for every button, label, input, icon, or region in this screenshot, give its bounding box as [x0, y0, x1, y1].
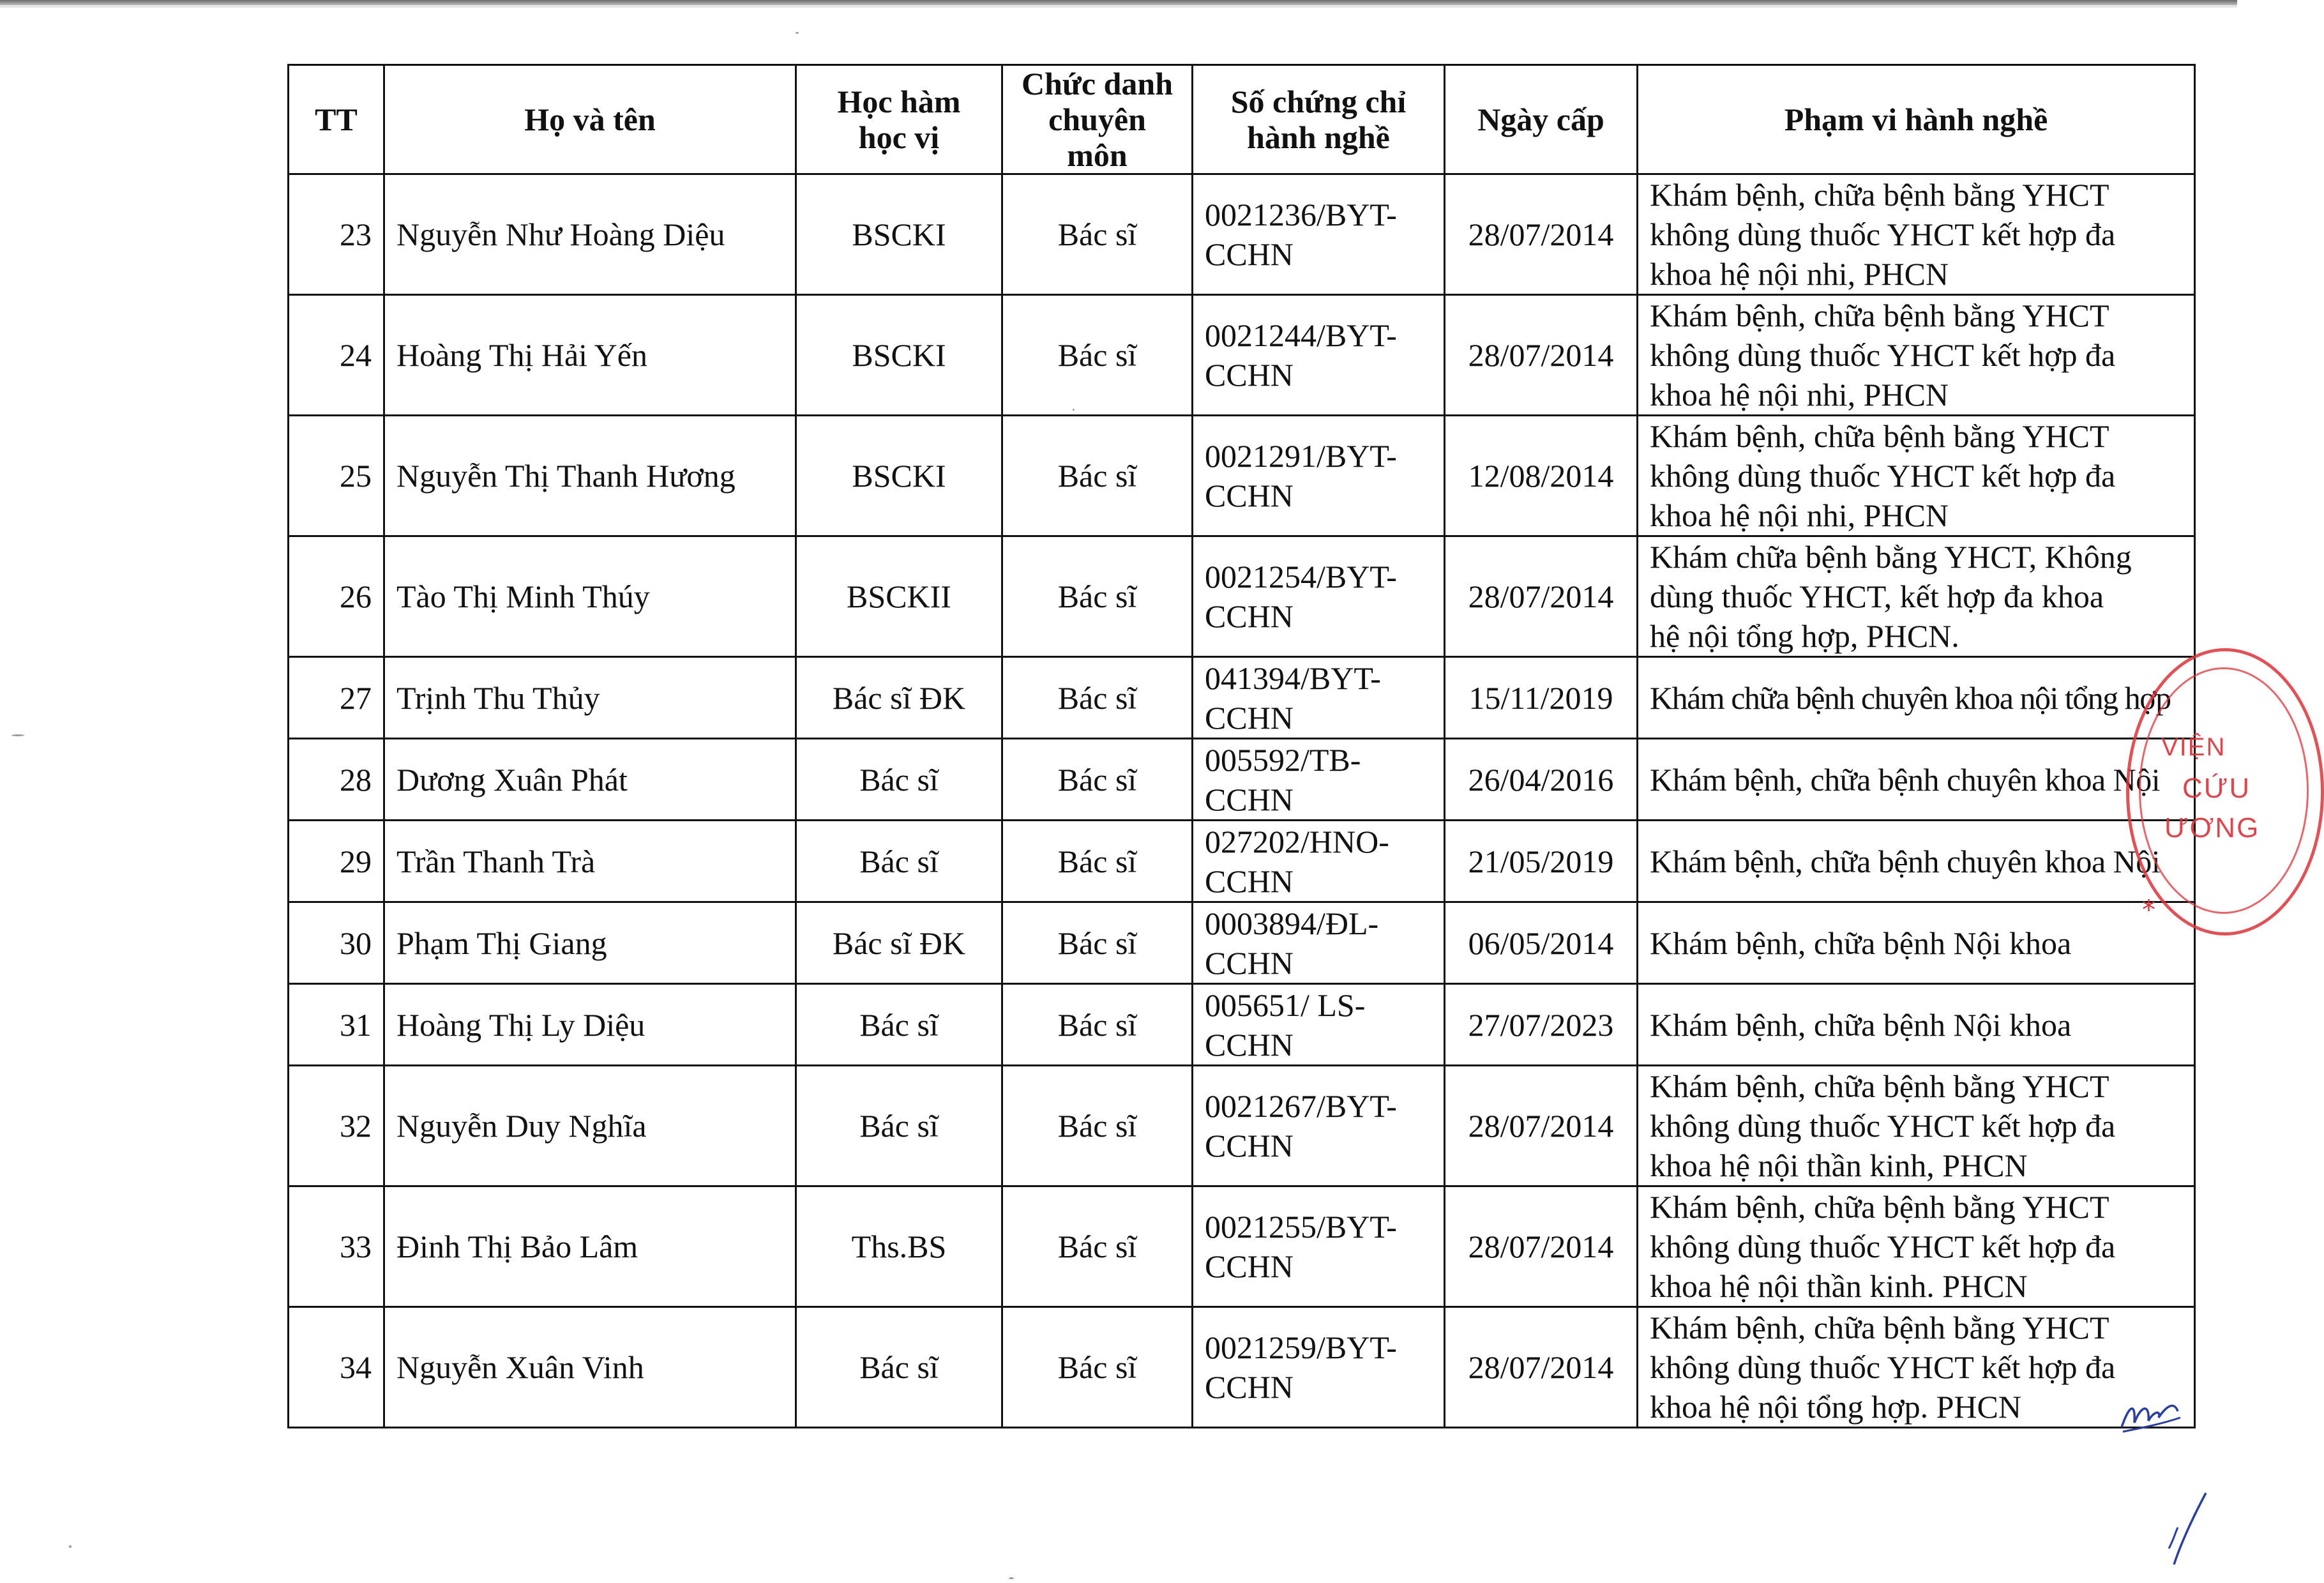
- cell-name: Trịnh Thu Thủy: [384, 657, 796, 739]
- cell-name: Tào Thị Minh Thúy: [384, 536, 796, 657]
- cell-scope: Khám bệnh, chữa bệnh bằng YHCT không dùng thuốc YHCT kết hợp đa khoa hệ nội thần kinh, PHCN: [1638, 1066, 2195, 1186]
- cell-tt: 25: [289, 416, 384, 536]
- cell-tt: 23: [289, 174, 384, 295]
- stamp-star-icon: *: [2142, 894, 2155, 925]
- cell-tt: 28: [289, 739, 384, 821]
- table-row: [289, 984, 2195, 1066]
- scan-top-edge-shadow: [0, 5, 2237, 8]
- cell-tt: 26: [289, 536, 384, 657]
- cell-cert: 0021236/BYT- CCHN: [1193, 174, 1445, 295]
- cell-degree: Ths.BS: [796, 1186, 1002, 1307]
- cell-degree: BSCKI: [796, 295, 1002, 416]
- cell-cert: 0021267/BYT- CCHN: [1193, 1066, 1445, 1186]
- stamp-text-line2: CỨU: [2182, 773, 2251, 804]
- cell-scope: Khám chữa bệnh chuyên khoa nội tổng hợp: [1638, 657, 2195, 739]
- cell-title: Bác sĩ: [1002, 416, 1193, 536]
- cell-title: Bác sĩ: [1002, 902, 1193, 984]
- cell-date: 28/07/2014: [1445, 174, 1638, 295]
- cell-scope: Khám chữa bệnh bằng YHCT, Không dùng thuốc YHCT, kết hợp đa khoa hệ nội tổng hợp, PHCN.: [1638, 536, 2195, 657]
- cell-date: 27/07/2023: [1445, 984, 1638, 1066]
- cell-date: 28/07/2014: [1445, 1066, 1638, 1186]
- cell-scope: Khám bệnh, chữa bệnh chuyên khoa Nội: [1638, 739, 2195, 821]
- cell-degree: Bác sĩ: [796, 821, 1002, 902]
- table-row: [289, 657, 2195, 739]
- table-row: [289, 416, 2195, 536]
- cell-tt: 27: [289, 657, 384, 739]
- cell-date: 15/11/2019: [1445, 657, 1638, 739]
- table-row: [289, 1186, 2195, 1307]
- cell-name: Dương Xuân Phát: [384, 739, 796, 821]
- cell-cert: 0021259/BYT- CCHN: [1193, 1307, 1445, 1428]
- cell-date: 26/04/2016: [1445, 739, 1638, 821]
- table-row: [289, 1066, 2195, 1186]
- cell-date: 12/08/2014: [1445, 416, 1638, 536]
- pen-stroke-icon: [2161, 1488, 2212, 1571]
- cell-scope: Khám bệnh, chữa bệnh bằng YHCT không dùng thuốc YHCT kết hợp đa khoa hệ nội nhi, PHCN: [1638, 174, 2195, 295]
- handwritten-initials-icon: [2116, 1392, 2187, 1437]
- cell-title: Bác sĩ: [1002, 174, 1193, 295]
- cell-name: Nguyễn Duy Nghĩa: [384, 1066, 796, 1186]
- cell-scope: Khám bệnh, chữa bệnh Nội khoa: [1638, 984, 2195, 1066]
- scan-top-edge: [0, 0, 2237, 5]
- header-name: Họ và tên: [384, 65, 796, 174]
- cell-name: Nguyễn Xuân Vinh: [384, 1307, 796, 1428]
- cell-tt: 29: [289, 821, 384, 902]
- cell-name: Hoàng Thị Hải Yến: [384, 295, 796, 416]
- cell-name: Phạm Thị Giang: [384, 902, 796, 984]
- scan-speck: [1073, 409, 1075, 411]
- cell-date: 06/05/2014: [1445, 902, 1638, 984]
- cell-degree: BSCKI: [796, 416, 1002, 536]
- cell-date: 28/07/2014: [1445, 536, 1638, 657]
- stamp-text-line1: VIỆN: [2161, 733, 2226, 761]
- cell-title: Bác sĩ: [1002, 536, 1193, 657]
- cell-tt: 32: [289, 1066, 384, 1186]
- cell-name: Đinh Thị Bảo Lâm: [384, 1186, 796, 1307]
- table-row: [289, 821, 2195, 902]
- table-row: [289, 1307, 2195, 1428]
- cell-title: Bác sĩ: [1002, 821, 1193, 902]
- cell-tt: 24: [289, 295, 384, 416]
- cell-tt: 31: [289, 984, 384, 1066]
- cell-cert: 0021254/BYT- CCHN: [1193, 536, 1445, 657]
- table-row: [289, 536, 2195, 657]
- cell-cert: 0003894/ĐL- CCHN: [1193, 902, 1445, 984]
- cell-cert: 0021291/BYT- CCHN: [1193, 416, 1445, 536]
- cell-date: 28/07/2014: [1445, 295, 1638, 416]
- header-scope: Phạm vi hành nghề: [1638, 65, 2195, 174]
- cell-degree: Bác sĩ: [796, 1066, 1002, 1186]
- table-header-row: [289, 65, 2195, 174]
- cell-title: Bác sĩ: [1002, 739, 1193, 821]
- cell-tt: 34: [289, 1307, 384, 1428]
- cell-scope: Khám bệnh, chữa bệnh bằng YHCT không dùng thuốc YHCT kết hợp đa khoa hệ nội thần kinh. PHCN: [1638, 1186, 2195, 1307]
- cell-tt: 33: [289, 1186, 384, 1307]
- cell-cert: 0021255/BYT- CCHN: [1193, 1186, 1445, 1307]
- header-date: Ngày cấp: [1445, 65, 1638, 174]
- cell-title: Bác sĩ: [1002, 984, 1193, 1066]
- scan-speck: [11, 734, 24, 736]
- table-row: [289, 174, 2195, 295]
- cell-scope: Khám bệnh, chữa bệnh Nội khoa: [1638, 902, 2195, 984]
- cell-cert: 041394/BYT- CCHN: [1193, 657, 1445, 739]
- scan-speck: [796, 32, 799, 34]
- cell-cert: 005592/TB- CCHN: [1193, 739, 1445, 821]
- cell-name: Nguyễn Như Hoàng Diệu: [384, 174, 796, 295]
- scan-speck: [1009, 1577, 1014, 1579]
- cell-degree: Bác sĩ ĐK: [796, 902, 1002, 984]
- cell-degree: Bác sĩ: [796, 1307, 1002, 1428]
- header-degree: Học hàm học vị: [796, 65, 1002, 174]
- cell-title: Bác sĩ: [1002, 295, 1193, 416]
- cell-scope: Khám bệnh, chữa bệnh bằng YHCT không dùng thuốc YHCT kết hợp đa khoa hệ nội nhi, PHCN: [1638, 416, 2195, 536]
- cell-degree: Bác sĩ: [796, 739, 1002, 821]
- table-row: [289, 902, 2195, 984]
- cell-degree: BSCKII: [796, 536, 1002, 657]
- cell-title: Bác sĩ: [1002, 657, 1193, 739]
- cell-degree: BSCKI: [796, 174, 1002, 295]
- cell-date: 28/07/2014: [1445, 1307, 1638, 1428]
- cell-cert: 027202/HNO- CCHN: [1193, 821, 1445, 902]
- cell-date: 21/05/2019: [1445, 821, 1638, 902]
- header-cert: Số chứng chỉ hành nghề: [1193, 65, 1445, 174]
- cell-scope: Khám bệnh, chữa bệnh bằng YHCT không dùng thuốc YHCT kết hợp đa khoa hệ nội nhi, PHCN: [1638, 295, 2195, 416]
- scan-speck: [69, 1545, 72, 1548]
- cell-title: Bác sĩ: [1002, 1066, 1193, 1186]
- cell-cert: 0021244/BYT- CCHN: [1193, 295, 1445, 416]
- practitioner-table: [287, 64, 2196, 1428]
- cell-scope: Khám bệnh, chữa bệnh bằng YHCT không dùng thuốc YHCT kết hợp đa khoa hệ nội tổng hợp. PHCN: [1638, 1307, 2195, 1428]
- cell-degree: Bác sĩ: [796, 984, 1002, 1066]
- cell-name: Hoàng Thị Ly Diệu: [384, 984, 796, 1066]
- cell-tt: 30: [289, 902, 384, 984]
- cell-date: 28/07/2014: [1445, 1186, 1638, 1307]
- cell-title: Bác sĩ: [1002, 1307, 1193, 1428]
- stamp-text-line3: ƯƠNG: [2164, 812, 2260, 844]
- table-row: [289, 739, 2195, 821]
- table-row: [289, 295, 2195, 416]
- header-title: Chức danh chuyên môn: [1002, 65, 1193, 174]
- cell-cert: 005651/ LS- CCHN: [1193, 984, 1445, 1066]
- header-tt: TT: [289, 65, 384, 174]
- cell-name: Nguyễn Thị Thanh Hương: [384, 416, 796, 536]
- cell-scope: Khám bệnh, chữa bệnh chuyên khoa Nội: [1638, 821, 2195, 902]
- cell-name: Trần Thanh Trà: [384, 821, 796, 902]
- cell-title: Bác sĩ: [1002, 1186, 1193, 1307]
- cell-degree: Bác sĩ ĐK: [796, 657, 1002, 739]
